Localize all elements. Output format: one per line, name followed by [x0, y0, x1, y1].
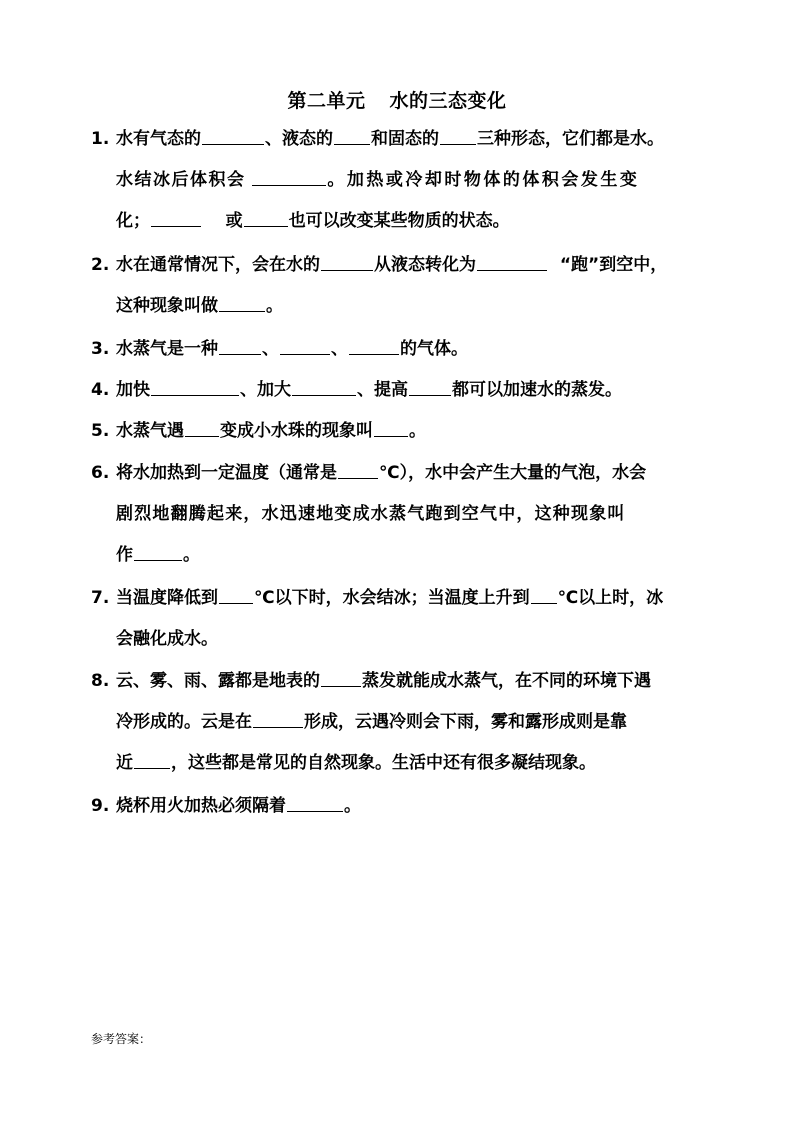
answer-blank [440, 127, 476, 145]
answer-blank [374, 419, 408, 437]
question-text: 。加热或冷却时物体的体积会发生变 [327, 170, 640, 190]
question-text: 化； [116, 211, 150, 231]
answer-blank [334, 127, 370, 145]
question-2-line-2 [91, 286, 719, 327]
question-text: 当温度降低到 [116, 588, 218, 608]
question-3 [91, 329, 719, 370]
answer-blank [202, 127, 264, 145]
question-8-line-3 [91, 743, 719, 784]
question-number: 5. [91, 421, 110, 441]
question-text: 形成，云遇冷则会下雨，雾和露形成则是靠 [304, 712, 627, 732]
answer-blank [252, 168, 326, 186]
question-8-line-2 [91, 702, 719, 743]
question-7-line-1 [91, 578, 719, 619]
question-4 [91, 370, 719, 411]
question-7-line-2 [91, 619, 719, 660]
question-6-line-3 [91, 535, 719, 576]
answer-blank [349, 337, 399, 355]
answer-blank [134, 543, 182, 561]
answer-blank [409, 378, 451, 396]
question-text: 加快 [116, 380, 150, 400]
answer-blank [244, 209, 288, 227]
question-number: 1. [91, 129, 110, 149]
question-text: 从液态转化为 [374, 255, 476, 275]
question-number: 9. [91, 796, 110, 816]
question-text: 的气体。 [400, 339, 468, 359]
question-text: 水在通常情况下，会在水的 [116, 255, 320, 275]
question-text: 会融化成水。 [116, 629, 218, 649]
answer-blank [321, 253, 373, 271]
question-text: 剧烈地翻腾起来，水迅速地变成水蒸气跑到空气中，这种现象叫 [116, 504, 626, 524]
question-text: 。 [266, 296, 283, 316]
question-5 [91, 411, 719, 452]
question-text: 水结冰后体积会 [116, 170, 246, 190]
question-text: 三种形态，它们都是水。 [477, 129, 664, 149]
question-2 [91, 245, 719, 327]
question-1-line-1 [91, 119, 719, 160]
answer-blank [219, 337, 261, 355]
question-text: 水有气态的 [116, 129, 201, 149]
question-text: ℃以上时，冰 [557, 588, 664, 608]
question-text: 和固态的 [371, 129, 439, 149]
answer-blank [292, 378, 356, 396]
title-topic: 水的三态变化 [389, 90, 507, 112]
question-number: 3. [91, 339, 110, 359]
question-2-line-1 [91, 245, 719, 286]
question-1-line-2 [91, 160, 719, 201]
question-text: 。 [183, 545, 200, 565]
question-text: 作 [116, 545, 133, 565]
answer-blank [185, 419, 219, 437]
answer-blank [151, 378, 239, 396]
question-text: 、加大 [240, 380, 291, 400]
answer-key-label: 参考答案： [91, 1032, 152, 1046]
question-text: 水蒸气遇 [116, 421, 184, 441]
question-text: 都可以加速水的蒸发。 [452, 380, 622, 400]
question-text: 这种现象叫做 [116, 296, 218, 316]
question-text: 近 [116, 753, 133, 773]
answer-blank [134, 751, 170, 769]
question-text: 烧杯用火加热必须隔着 [116, 796, 286, 816]
question-text: 变成小水珠的现象叫 [220, 421, 373, 441]
question-3-line-1 [91, 329, 719, 370]
question-text: 。 [409, 421, 426, 441]
answer-blank [280, 337, 330, 355]
question-7 [91, 578, 719, 660]
answer-blank [287, 794, 343, 812]
question-8 [91, 661, 719, 784]
question-number: 7. [91, 588, 110, 608]
answer-blank [477, 253, 547, 271]
answer-blank [531, 586, 557, 604]
question-text: 也可以改变某些物质的状态。 [288, 211, 510, 231]
answer-blank [219, 586, 253, 604]
question-text: ℃），水中会产生大量的气泡，水会 [379, 463, 647, 483]
question-number: 4. [91, 380, 110, 400]
question-text: 或 [219, 211, 243, 231]
question-8-line-1 [91, 661, 719, 702]
question-text: 蒸发就能成水蒸气，在不同的环境下遇 [362, 671, 651, 691]
question-5-line-1 [91, 411, 719, 452]
question-6-line-2 [91, 494, 719, 535]
question-text: 、 [262, 339, 279, 359]
title-unit: 第二单元 [287, 90, 366, 112]
answer-blank [321, 669, 361, 687]
question-text: “跑”到空中， [559, 255, 668, 275]
question-6 [91, 453, 719, 576]
question-number: 2. [91, 255, 110, 275]
question-text: 将水加热到一定温度（通常是 [116, 463, 337, 483]
question-number: 8. [91, 671, 110, 691]
question-text: ，这些都是常见的自然现象。生活中还有很多凝结现象。 [171, 753, 596, 773]
question-text: ℃以下时，水会结冰；当温度上升到 [254, 588, 530, 608]
question-text: 水蒸气是一种 [116, 339, 218, 359]
question-1 [91, 119, 719, 242]
answer-blank [151, 209, 201, 227]
question-text: 、液态的 [265, 129, 333, 149]
question-text: 冷形成的。云是在 [116, 712, 252, 732]
question-6-line-1 [91, 453, 719, 494]
question-9-line-1 [91, 786, 719, 827]
question-text: 、提高 [357, 380, 408, 400]
answer-blank [253, 710, 303, 728]
page-title [0, 86, 794, 113]
answer-blank [219, 294, 265, 312]
answer-blank [338, 461, 378, 479]
question-text: 。 [344, 796, 361, 816]
question-text: 云、雾、雨、露都是地表的 [116, 671, 320, 691]
question-number: 6. [91, 463, 110, 483]
question-text: 、 [331, 339, 348, 359]
question-4-line-1 [91, 370, 719, 411]
question-1-line-3 [91, 201, 719, 242]
question-9 [91, 786, 719, 827]
